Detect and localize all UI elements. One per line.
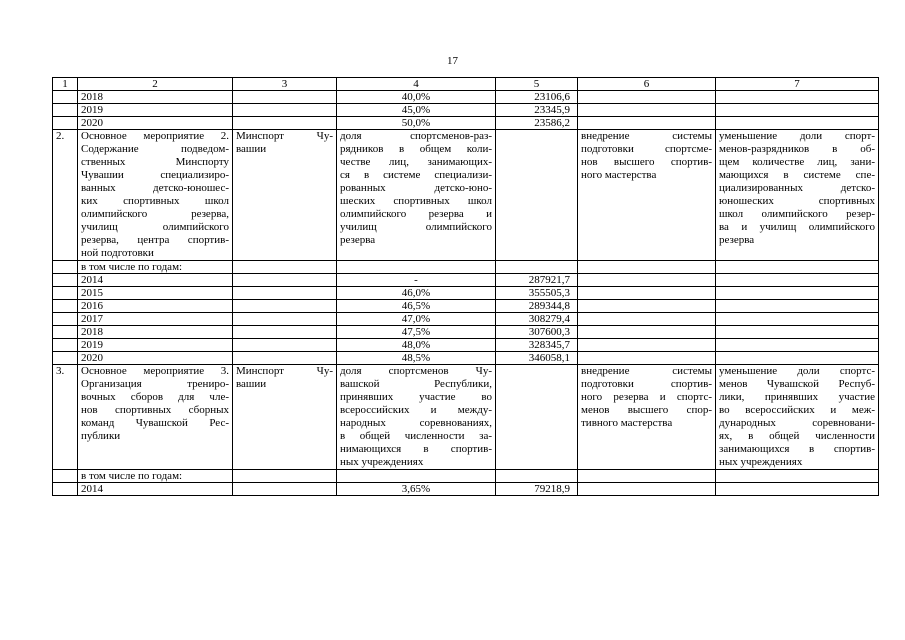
cell-indicator (337, 365, 496, 470)
cell-executor (233, 483, 337, 496)
cell-measure-name-line: вочных сборов для чле- (81, 391, 229, 403)
cell-indicator-value: 48,0% (337, 339, 496, 352)
cell-empty (716, 470, 879, 483)
cell-num (53, 274, 78, 287)
cell-measure-name-line: резерва, центра спортив- (81, 234, 229, 246)
cell-num (53, 117, 78, 130)
cell-measure-name-line: Чувашии специализиро- (81, 169, 229, 181)
cell-measure-name-line: Содержание подведом- (81, 143, 229, 155)
cell-by-years-label: в том числе по годам: (78, 470, 233, 483)
cell-empty (233, 470, 337, 483)
cell-result (716, 104, 879, 117)
cell-measure-name-line: Организация трениро- (81, 378, 229, 390)
cell-measure-name-line: ких спортивных школ (81, 195, 229, 207)
cell-year: 2019 (78, 104, 233, 117)
cell-executor (233, 339, 337, 352)
cell-measure (578, 300, 716, 313)
cell-num (53, 91, 78, 104)
cell-year: 2018 (78, 326, 233, 339)
cell-num (53, 483, 78, 496)
cell-funding: 328345,7 (496, 339, 578, 352)
cell-executor (233, 104, 337, 117)
cell-measure (578, 339, 716, 352)
header-cell-4: 4 (337, 78, 496, 91)
cell-funding (496, 130, 578, 261)
cell-measure (578, 287, 716, 300)
cell-expected-measure-line: внедрение системы (581, 130, 712, 142)
cell-executor (233, 365, 337, 470)
cell-expected-measure-line: подготовки спортив- (581, 378, 712, 390)
cell-indicator-line: народных соревнованиях, (340, 417, 492, 429)
cell-expected-result-line: менов Чувашской Респуб- (719, 378, 875, 390)
cell-year: 2016 (78, 300, 233, 313)
cell-expected-result-line: юношеских спортивных (719, 195, 875, 207)
cell-executor-line: вашии (236, 378, 267, 390)
cell-expected-measure-line: ного резерва и спортс- (581, 391, 712, 403)
cell-measure (578, 313, 716, 326)
cell-expected-result (716, 130, 879, 261)
measure2-year-row (53, 352, 879, 365)
cell-executor (233, 352, 337, 365)
cell-measure (578, 91, 716, 104)
cell-measure (578, 352, 716, 365)
cell-num (53, 104, 78, 117)
measure2-year-row (53, 287, 879, 300)
cell-indicator-line: всероссийских и между- (340, 404, 492, 416)
cell-measure (578, 326, 716, 339)
cell-executor-line: Минспорт Чу- (236, 130, 333, 142)
cell-num: 3. (53, 365, 78, 470)
cell-result (716, 91, 879, 104)
measure2-row (53, 130, 879, 261)
cell-year: 2014 (78, 483, 233, 496)
cell-num (53, 470, 78, 483)
cell-expected-measure-line: ного мастерства (581, 169, 657, 181)
cell-indicator-line: ся в системе специализи- (340, 169, 492, 181)
cell-expected-measure-line: тивного мастерства (581, 417, 673, 429)
cell-indicator-value: 3,65% (337, 483, 496, 496)
cell-indicator-value: 48,5% (337, 352, 496, 365)
top-year-row (53, 117, 879, 130)
cell-indicator-value: 47,5% (337, 326, 496, 339)
cell-expected-measure-line: нов высшего спортив- (581, 156, 712, 168)
cell-by-years-label: в том числе по годам: (78, 261, 233, 274)
cell-num: 2. (53, 130, 78, 261)
cell-result (716, 326, 879, 339)
cell-expected-result-line: школ олимпийского резер- (719, 208, 875, 220)
cell-indicator-line: рованных детско-юно- (340, 182, 492, 194)
cell-expected-measure-line: внедрение системы (581, 365, 712, 377)
cell-funding: 289344,8 (496, 300, 578, 313)
cell-funding: 346058,1 (496, 352, 578, 365)
cell-num (53, 287, 78, 300)
cell-funding: 307600,3 (496, 326, 578, 339)
cell-measure-name (78, 130, 233, 261)
cell-num (53, 313, 78, 326)
cell-indicator-value: 47,0% (337, 313, 496, 326)
cell-year: 2020 (78, 117, 233, 130)
cell-measure-name-line: Основное мероприятие 3. (81, 365, 229, 377)
cell-indicator-line: доля спортсменов Чу- (340, 365, 492, 377)
cell-indicator-line: рядников в общем коли- (340, 143, 492, 155)
cell-measure (578, 483, 716, 496)
cell-measure-name-line: публики (81, 430, 121, 442)
cell-funding (496, 365, 578, 470)
cell-year: 2015 (78, 287, 233, 300)
cell-funding: 23586,2 (496, 117, 578, 130)
cell-expected-result-line: ях, в общей численности (719, 430, 875, 442)
cell-executor (233, 313, 337, 326)
cell-result (716, 274, 879, 287)
cell-measure-name-line: ной подготовки (81, 247, 154, 259)
cell-executor (233, 274, 337, 287)
cell-result (716, 313, 879, 326)
header-cell-2: 2 (78, 78, 233, 91)
cell-measure (578, 274, 716, 287)
cell-expected-result (716, 365, 879, 470)
cell-result (716, 287, 879, 300)
cell-empty (337, 261, 496, 274)
cell-funding: 23345,9 (496, 104, 578, 117)
cell-executor (233, 326, 337, 339)
header-cell-5: 5 (496, 78, 578, 91)
measure2-year-row (53, 313, 879, 326)
cell-expected-result-line: уменьшение доли спорт- (719, 130, 875, 142)
cell-empty (496, 261, 578, 274)
cell-indicator-line: нимающихся в спортив- (340, 443, 492, 455)
cell-expected-result-line: дународных соревновани- (719, 417, 875, 429)
measure3-row (53, 365, 879, 470)
cell-expected-result-line: занимающихся в спортив- (719, 443, 875, 455)
cell-measure-name (78, 365, 233, 470)
cell-measure-name-line: ванных детско-юношес- (81, 182, 229, 194)
cell-executor (233, 117, 337, 130)
header-cell-1: 1 (53, 78, 78, 91)
header-cell-6: 6 (578, 78, 716, 91)
cell-year: 2018 (78, 91, 233, 104)
cell-expected-result-line: во всероссийских и меж- (719, 404, 875, 416)
cell-year: 2019 (78, 339, 233, 352)
cell-indicator-line: честве лиц, занимающих- (340, 156, 492, 168)
header-cell-7: 7 (716, 78, 879, 91)
cell-executor (233, 300, 337, 313)
cell-expected-result-line: циализированных детско- (719, 182, 875, 194)
cell-num (53, 352, 78, 365)
cell-funding: 308279,4 (496, 313, 578, 326)
cell-executor-line: вашии (236, 143, 267, 155)
cell-indicator-line: резерва (340, 234, 376, 246)
cell-empty (496, 470, 578, 483)
cell-indicator-line: училищ олимпийского (340, 221, 492, 233)
cell-indicator-line: олимпийского резерва и (340, 208, 492, 220)
cell-result (716, 300, 879, 313)
cell-expected-result-line: лики, принявших участие (719, 391, 875, 403)
cell-expected-measure (578, 365, 716, 470)
cell-expected-result-line: менов-разрядников в об- (719, 143, 875, 155)
cell-result (716, 483, 879, 496)
cell-indicator-value: 50,0% (337, 117, 496, 130)
measure2-year-row (53, 274, 879, 287)
header-row (53, 78, 879, 91)
cell-empty (233, 261, 337, 274)
cell-executor (233, 130, 337, 261)
cell-result (716, 352, 879, 365)
cell-executor (233, 91, 337, 104)
cell-measure-name-line: ственных Минспорту (81, 156, 229, 168)
cell-measure-name-line: команд Чувашской Рес- (81, 417, 229, 429)
cell-indicator-value: 45,0% (337, 104, 496, 117)
cell-expected-result-line: мающихся в системе спе- (719, 169, 875, 181)
top-year-row (53, 91, 879, 104)
cell-indicator (337, 130, 496, 261)
cell-expected-result-line: щем количестве лиц, зани- (719, 156, 875, 168)
measure2-year-row (53, 326, 879, 339)
cell-measure-name-line: нов спортивных сборных (81, 404, 229, 416)
cell-year: 2017 (78, 313, 233, 326)
measure2-by-years-row (53, 261, 879, 274)
cell-empty (578, 261, 716, 274)
cell-indicator-line: принявших участие во (340, 391, 492, 403)
cell-expected-result-line: резерва (719, 234, 755, 246)
cell-num (53, 339, 78, 352)
cell-indicator-line: вашской Республики, (340, 378, 492, 390)
program-table (52, 77, 879, 496)
cell-expected-result-line: ва и училищ олимпийского (719, 221, 875, 233)
top-year-row (53, 104, 879, 117)
cell-empty (337, 470, 496, 483)
cell-indicator-value: 40,0% (337, 91, 496, 104)
cell-expected-result-line: уменьшение доли спортс- (719, 365, 875, 377)
cell-indicator-value: 46,0% (337, 287, 496, 300)
cell-measure-name-line: олимпийского резерва, (81, 208, 229, 220)
cell-expected-result-line: ных учреждениях (719, 456, 803, 468)
cell-measure-name-line: училищ олимпийского (81, 221, 229, 233)
measure2-year-row (53, 300, 879, 313)
page-number: 17 (447, 55, 458, 67)
cell-measure (578, 104, 716, 117)
cell-num (53, 261, 78, 274)
cell-empty (716, 261, 879, 274)
measure3-by-years-row (53, 470, 879, 483)
cell-num (53, 300, 78, 313)
cell-indicator-line: доля спортсменов-раз- (340, 130, 492, 142)
cell-funding: 355505,3 (496, 287, 578, 300)
cell-funding: 287921,7 (496, 274, 578, 287)
cell-result (716, 339, 879, 352)
cell-year: 2020 (78, 352, 233, 365)
cell-executor-line: Минспорт Чу- (236, 365, 333, 377)
cell-executor (233, 287, 337, 300)
cell-funding: 79218,9 (496, 483, 578, 496)
cell-indicator-line: шеских спортивных школ (340, 195, 492, 207)
cell-funding: 23106,6 (496, 91, 578, 104)
measure3-year-row (53, 483, 879, 496)
cell-measure-name-line: Основное мероприятие 2. (81, 130, 229, 142)
cell-indicator-value: - (337, 274, 496, 287)
cell-empty (578, 470, 716, 483)
cell-year: 2014 (78, 274, 233, 287)
cell-num (53, 326, 78, 339)
cell-expected-measure-line: подготовки спортсме- (581, 143, 712, 155)
cell-result (716, 117, 879, 130)
measure2-year-row (53, 339, 879, 352)
cell-indicator-line: в общей численности за- (340, 430, 492, 442)
cell-indicator-line: ных учреждениях (340, 456, 424, 468)
cell-expected-measure (578, 130, 716, 261)
header-cell-3: 3 (233, 78, 337, 91)
cell-indicator-value: 46,5% (337, 300, 496, 313)
cell-expected-measure-line: менов высшего спор- (581, 404, 712, 416)
cell-measure (578, 117, 716, 130)
